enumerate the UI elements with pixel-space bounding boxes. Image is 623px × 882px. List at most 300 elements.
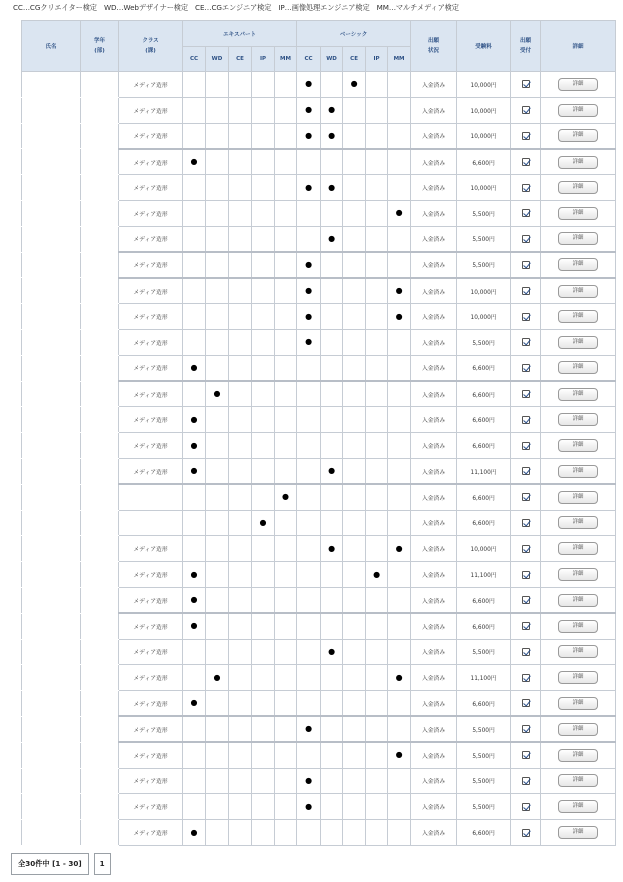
basic-mm-cell: [388, 226, 411, 252]
detail-button[interactable]: 詳細: [558, 439, 598, 452]
basic-ip-cell: [366, 536, 388, 562]
selected-dot: ●: [190, 466, 198, 476]
basic-ip-cell: [366, 665, 388, 691]
selected-dot: ●: [395, 208, 403, 218]
expert-wd-cell: [206, 72, 229, 98]
detail-cell: [541, 123, 616, 149]
year-cell: [81, 175, 119, 201]
basic-mm-cell: [388, 278, 411, 304]
detail-button[interactable]: 詳細: [558, 697, 598, 710]
accept-checkbox[interactable]: [522, 338, 530, 346]
expert-wd-cell: [206, 252, 229, 278]
basic-cc-cell: [297, 329, 321, 355]
name-cell: [22, 742, 81, 768]
detail-button[interactable]: 詳細: [558, 594, 598, 607]
expert-mm-cell: [275, 304, 297, 330]
accept-checkbox[interactable]: [522, 184, 530, 192]
fee-cell: 6,600円: [457, 381, 511, 407]
expert-mm-cell: [275, 458, 297, 484]
accept-checkbox[interactable]: [522, 261, 530, 269]
basic-ce-cell: [343, 226, 366, 252]
basic-cc-cell: [297, 768, 321, 794]
year-cell: [81, 355, 119, 381]
expert-ce-cell: [229, 72, 252, 98]
basic-ce-cell: [343, 329, 366, 355]
basic-cc-cell: [297, 149, 321, 175]
class-cell: メディア造形: [119, 536, 183, 562]
basic-mm-cell: [388, 639, 411, 665]
expert-ce-cell: [229, 252, 252, 278]
basic-ce-cell: [343, 794, 366, 820]
accept-checkbox[interactable]: [522, 80, 530, 88]
accept-checkbox[interactable]: [522, 596, 530, 604]
basic-ce-cell: [343, 278, 366, 304]
status-cell: 入金済み: [411, 355, 457, 381]
expert-ip-cell: [252, 536, 275, 562]
expert-mm-cell: [275, 484, 297, 510]
expert-mm-cell: [275, 794, 297, 820]
expert-wd-cell: [206, 639, 229, 665]
detail-cell: [541, 226, 616, 252]
basic-wd-cell: [321, 278, 343, 304]
detail-button[interactable]: 詳細: [558, 671, 598, 684]
basic-wd-cell: [321, 381, 343, 407]
expert-ce-cell: [229, 407, 252, 433]
accept-cell: [511, 510, 541, 536]
expert-mm-cell: [275, 278, 297, 304]
expert-cc-cell: [183, 407, 206, 433]
basic-ce-cell: [343, 407, 366, 433]
name-cell: [22, 381, 81, 407]
status-cell: 入金済み: [411, 381, 457, 407]
selected-dot: ●: [305, 775, 313, 785]
expert-cc-cell: [183, 458, 206, 484]
page-1-link[interactable]: 1: [94, 853, 111, 875]
basic-cc-cell: [297, 742, 321, 768]
accept-checkbox[interactable]: [522, 648, 530, 656]
expert-wd-cell: [206, 97, 229, 123]
expert-ce-cell: [229, 665, 252, 691]
basic-cc-cell: [297, 433, 321, 459]
selected-dot: ●: [328, 130, 336, 140]
expert-ip-cell: [252, 613, 275, 639]
year-cell: [81, 794, 119, 820]
accept-checkbox[interactable]: [522, 132, 530, 140]
year-cell: [81, 304, 119, 330]
name-cell: [22, 665, 81, 691]
accept-checkbox[interactable]: [522, 106, 530, 114]
basic-wd-header: WD: [321, 47, 343, 72]
basic-mm-cell: [388, 510, 411, 536]
class-cell: メディア造形: [119, 149, 183, 175]
detail-button[interactable]: 詳細: [558, 258, 598, 271]
detail-button[interactable]: 詳細: [558, 800, 598, 813]
selected-dot: ●: [305, 311, 313, 321]
basic-ce-cell: [343, 716, 366, 742]
expert-mm-cell: [275, 252, 297, 278]
detail-cell: [541, 278, 616, 304]
selected-dot: ●: [328, 182, 336, 192]
basic-ce-cell: [343, 175, 366, 201]
expert-wd-cell: [206, 355, 229, 381]
detail-button[interactable]: 詳細: [558, 465, 598, 478]
expert-ip-cell: [252, 458, 275, 484]
detail-button[interactable]: 詳細: [558, 620, 598, 633]
basic-ip-cell: [366, 587, 388, 613]
expert-ip-cell: [252, 200, 275, 226]
status-cell: 入金済み: [411, 820, 457, 846]
accept-cell: [511, 329, 541, 355]
basic-mm-cell: [388, 123, 411, 149]
accept-checkbox[interactable]: [522, 287, 530, 295]
expert-ce-cell: [229, 381, 252, 407]
name-cell: [22, 123, 81, 149]
table-row: [22, 381, 616, 407]
basic-cc-cell: [297, 175, 321, 201]
expert-wd-cell: [206, 433, 229, 459]
table-row: [22, 768, 616, 794]
expert-cc-cell: [183, 123, 206, 149]
detail-cell: [541, 587, 616, 613]
expert-mm-cell: [275, 355, 297, 381]
accept-checkbox[interactable]: [522, 545, 530, 553]
accept-checkbox[interactable]: [522, 313, 530, 321]
basic-ce-cell: [343, 433, 366, 459]
accept-checkbox[interactable]: [522, 777, 530, 785]
expert-ce-cell: [229, 691, 252, 717]
class-cell: メディア造形: [119, 458, 183, 484]
expert-cc-cell: [183, 716, 206, 742]
expert-ce-cell: [229, 123, 252, 149]
accept-checkbox[interactable]: [522, 442, 530, 450]
class-cell: メディア造形: [119, 407, 183, 433]
selected-dot: ●: [213, 389, 221, 399]
basic-mm-cell: [388, 407, 411, 433]
selected-dot: ●: [190, 157, 198, 167]
basic-cc-cell: [297, 72, 321, 98]
fee-cell: 6,600円: [457, 587, 511, 613]
class-cell: メディア造形: [119, 123, 183, 149]
selected-dot: ●: [395, 672, 403, 682]
detail-button[interactable]: 詳細: [558, 826, 598, 839]
expert-ip-cell: [252, 252, 275, 278]
expert-wd-cell: [206, 665, 229, 691]
class-cell: メディア造形: [119, 175, 183, 201]
year-cell: [81, 716, 119, 742]
applicant-table: [21, 20, 616, 846]
basic-cc-cell: [297, 665, 321, 691]
accept-cell: [511, 768, 541, 794]
fee-cell: 11,100円: [457, 562, 511, 588]
basic-ce-cell: [343, 510, 366, 536]
year-cell: [81, 97, 119, 123]
basic-cc-cell: [297, 536, 321, 562]
year-cell: [81, 536, 119, 562]
accept-cell: [511, 613, 541, 639]
fee-cell: 6,600円: [457, 820, 511, 846]
expert-cc-cell: [183, 304, 206, 330]
basic-ip-cell: [366, 407, 388, 433]
expert-mm-cell: [275, 768, 297, 794]
accept-checkbox[interactable]: [522, 571, 530, 579]
accept-checkbox[interactable]: [522, 493, 530, 501]
basic-ce-cell: [343, 304, 366, 330]
col-fee-header: 受験料: [457, 21, 511, 72]
basic-wd-cell: [321, 587, 343, 613]
name-cell: [22, 484, 81, 510]
detail-button[interactable]: 詳細: [558, 723, 598, 736]
basic-ce-cell: [343, 458, 366, 484]
basic-ce-cell: [343, 613, 366, 639]
accept-cell: [511, 278, 541, 304]
basic-ip-cell: [366, 278, 388, 304]
expert-wd-cell: [206, 329, 229, 355]
expert-wd-header: WD: [206, 47, 229, 72]
basic-ip-cell: [366, 691, 388, 717]
accept-checkbox[interactable]: [522, 803, 530, 811]
detail-button[interactable]: 詳細: [558, 129, 598, 142]
detail-button[interactable]: 詳細: [558, 542, 598, 555]
accept-cell: [511, 665, 541, 691]
col-status-label: 出願: [428, 38, 440, 44]
accept-checkbox[interactable]: [522, 725, 530, 733]
expert-wd-cell: [206, 484, 229, 510]
fee-cell: 5,500円: [457, 794, 511, 820]
expert-wd-cell: [206, 536, 229, 562]
table-row: [22, 510, 616, 536]
detail-button[interactable]: 詳細: [558, 232, 598, 245]
expert-mm-cell: [275, 716, 297, 742]
accept-checkbox[interactable]: [522, 467, 530, 475]
accept-cell: [511, 200, 541, 226]
selected-dot: ●: [282, 492, 290, 502]
year-cell: [81, 742, 119, 768]
selected-dot: ●: [190, 595, 198, 605]
basic-cc-cell: [297, 562, 321, 588]
class-cell: メディア造形: [119, 355, 183, 381]
expert-wd-cell: [206, 691, 229, 717]
table-row: [22, 484, 616, 510]
expert-wd-cell: [206, 716, 229, 742]
expert-ip-cell: [252, 175, 275, 201]
selected-dot: ●: [395, 286, 403, 296]
detail-button[interactable]: 詳細: [558, 207, 598, 220]
class-cell: メディア造形: [119, 716, 183, 742]
class-cell: メディア造形: [119, 613, 183, 639]
detail-button[interactable]: 詳細: [558, 388, 598, 401]
detail-cell: [541, 613, 616, 639]
detail-cell: [541, 484, 616, 510]
basic-wd-cell: [321, 200, 343, 226]
expert-cc-cell: [183, 355, 206, 381]
detail-button[interactable]: 詳細: [558, 285, 598, 298]
name-cell: [22, 304, 81, 330]
col-expert-group: エキスパート: [183, 21, 297, 47]
year-cell: [81, 768, 119, 794]
detail-button[interactable]: 詳細: [558, 568, 598, 581]
basic-cc-cell: [297, 252, 321, 278]
expert-mm-header: MM: [275, 47, 297, 72]
accept-checkbox[interactable]: [522, 699, 530, 707]
expert-ce-cell: [229, 458, 252, 484]
expert-cc-cell: [183, 536, 206, 562]
basic-mm-cell: [388, 794, 411, 820]
col-class-label: クラス: [142, 38, 159, 44]
table-row: [22, 355, 616, 381]
fee-cell: 11,100円: [457, 458, 511, 484]
accept-cell: [511, 226, 541, 252]
selected-dot: ●: [305, 130, 313, 140]
expert-wd-cell: [206, 123, 229, 149]
basic-cc-cell: [297, 639, 321, 665]
basic-mm-cell: [388, 665, 411, 691]
basic-ip-cell: [366, 355, 388, 381]
year-cell: [81, 691, 119, 717]
basic-ip-cell: [366, 639, 388, 665]
selected-dot: ●: [305, 79, 313, 89]
basic-ip-cell: [366, 226, 388, 252]
accept-checkbox[interactable]: [522, 829, 530, 837]
year-cell: [81, 381, 119, 407]
accept-cell: [511, 407, 541, 433]
basic-mm-cell: [388, 536, 411, 562]
detail-cell: [541, 458, 616, 484]
status-cell: 入金済み: [411, 484, 457, 510]
class-cell: メディア造形: [119, 304, 183, 330]
detail-button[interactable]: 詳細: [558, 774, 598, 787]
expert-wd-cell: [206, 742, 229, 768]
basic-ce-cell: [343, 484, 366, 510]
expert-mm-cell: [275, 226, 297, 252]
detail-button[interactable]: 詳細: [558, 749, 598, 762]
expert-mm-cell: [275, 691, 297, 717]
detail-button[interactable]: 詳細: [558, 104, 598, 117]
accept-cell: [511, 355, 541, 381]
detail-button[interactable]: 詳細: [558, 336, 598, 349]
basic-cc-cell: [297, 613, 321, 639]
accept-checkbox[interactable]: [522, 390, 530, 398]
detail-button[interactable]: 詳細: [558, 78, 598, 91]
expert-mm-cell: [275, 433, 297, 459]
status-cell: 入金済み: [411, 72, 457, 98]
basic-ce-cell: [343, 665, 366, 691]
detail-button[interactable]: 詳細: [558, 491, 598, 504]
expert-ce-cell: [229, 484, 252, 510]
basic-ip-cell: [366, 768, 388, 794]
basic-wd-cell: [321, 536, 343, 562]
accept-checkbox[interactable]: [522, 416, 530, 424]
detail-button[interactable]: 詳細: [558, 181, 598, 194]
accept-cell: [511, 72, 541, 98]
detail-button[interactable]: 詳細: [558, 361, 598, 374]
year-cell: [81, 613, 119, 639]
accept-checkbox[interactable]: [522, 158, 530, 166]
expert-ip-cell: [252, 716, 275, 742]
table-row: [22, 562, 616, 588]
basic-mm-cell: [388, 716, 411, 742]
accept-checkbox[interactable]: [522, 519, 530, 527]
selected-dot: ●: [395, 311, 403, 321]
basic-cc-cell: [297, 97, 321, 123]
expert-cc-cell: [183, 329, 206, 355]
expert-cc-cell: [183, 72, 206, 98]
name-cell: [22, 639, 81, 665]
status-cell: 入金済み: [411, 433, 457, 459]
expert-ce-cell: [229, 433, 252, 459]
name-cell: [22, 510, 81, 536]
expert-cc-cell: [183, 433, 206, 459]
basic-mm-header: MM: [388, 47, 411, 72]
detail-button[interactable]: 詳細: [558, 516, 598, 529]
expert-ip-cell: [252, 742, 275, 768]
basic-wd-cell: [321, 355, 343, 381]
accept-checkbox[interactable]: [522, 364, 530, 372]
expert-ip-cell: [252, 123, 275, 149]
expert-wd-cell: [206, 175, 229, 201]
basic-ip-cell: [366, 613, 388, 639]
basic-ip-cell: [366, 820, 388, 846]
detail-cell: [541, 768, 616, 794]
accept-cell: [511, 716, 541, 742]
basic-mm-cell: [388, 175, 411, 201]
expert-mm-cell: [275, 639, 297, 665]
basic-wd-cell: [321, 510, 343, 536]
status-cell: 入金済み: [411, 329, 457, 355]
expert-mm-cell: [275, 510, 297, 536]
table-row: [22, 820, 616, 846]
name-cell: [22, 768, 81, 794]
basic-wd-cell: [321, 149, 343, 175]
selected-dot: ●: [328, 105, 336, 115]
accept-checkbox[interactable]: [522, 235, 530, 243]
expert-ip-cell: [252, 691, 275, 717]
basic-ce-cell: [343, 252, 366, 278]
detail-button[interactable]: 詳細: [558, 156, 598, 169]
name-cell: [22, 355, 81, 381]
basic-wd-cell: [321, 329, 343, 355]
detail-button[interactable]: 詳細: [558, 310, 598, 323]
expert-ip-cell: [252, 820, 275, 846]
expert-cc-cell: [183, 742, 206, 768]
accept-checkbox[interactable]: [522, 209, 530, 217]
basic-mm-cell: [388, 304, 411, 330]
detail-cell: [541, 510, 616, 536]
basic-ip-cell: [366, 252, 388, 278]
name-cell: [22, 458, 81, 484]
detail-cell: [541, 562, 616, 588]
selected-dot: ●: [190, 827, 198, 837]
basic-ip-cell: [366, 484, 388, 510]
accept-cell: [511, 149, 541, 175]
basic-wd-cell: [321, 72, 343, 98]
expert-wd-cell: [206, 794, 229, 820]
accept-checkbox[interactable]: [522, 751, 530, 759]
detail-button[interactable]: 詳細: [558, 413, 598, 426]
accept-cell: [511, 691, 541, 717]
basic-wd-cell: [321, 820, 343, 846]
basic-wd-cell: [321, 226, 343, 252]
year-cell: [81, 665, 119, 691]
accept-checkbox[interactable]: [522, 674, 530, 682]
basic-ip-cell: [366, 97, 388, 123]
detail-button[interactable]: 詳細: [558, 645, 598, 658]
name-cell: [22, 226, 81, 252]
basic-ce-cell: [343, 381, 366, 407]
basic-cc-cell: [297, 407, 321, 433]
expert-cc-cell: [183, 613, 206, 639]
accept-checkbox[interactable]: [522, 622, 530, 630]
expert-wd-cell: [206, 381, 229, 407]
